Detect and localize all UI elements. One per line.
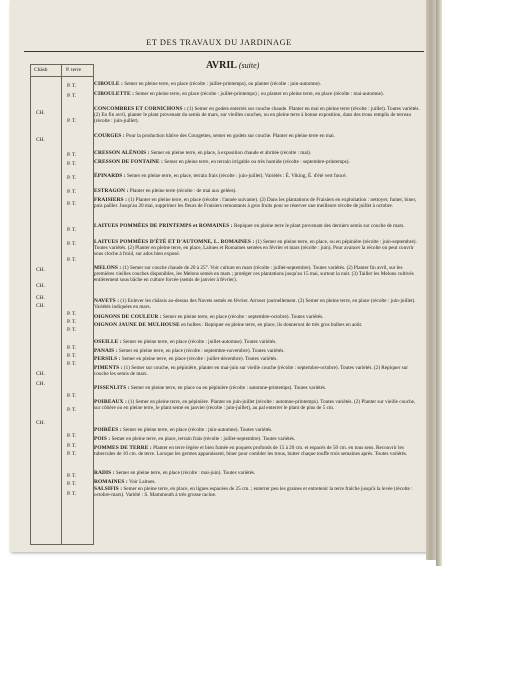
entry-name: LAITUES POMMÉES D'ÉTÉ ET D'AUTOMNE, L. ROMAINES :: [94, 239, 255, 245]
pleine-terre-mark: P. T.: [67, 473, 77, 479]
entry-text: Pour la production hâtive des Courgettes, semer en godets sur couche. Planter en pleine terre en mai.: [126, 133, 335, 139]
entry: [94, 470, 422, 476]
chassis-mark: CH.: [36, 283, 45, 289]
entry-name: CONCOMBRES ET CORNICHONS :: [94, 106, 186, 112]
column-rule-middle: [61, 64, 62, 544]
pleine-terre-mark: P. T.: [67, 118, 77, 124]
entry-name: CIBOULETTE :: [94, 91, 134, 97]
chassis-mark: CH.: [36, 295, 45, 301]
column-head-rule: [30, 76, 94, 77]
entry-name: RADIS :: [94, 470, 115, 476]
pleine-terre-mark: P. T.: [67, 83, 77, 89]
entry-text: Semer en pleine terre, en place, terrain frais (récolte : juillet-septembre). Toutes variétés.: [111, 436, 296, 442]
entry-text: (1) Enlever les châssis au-dessus des Navets semés en février. Arroser journellement. (2) Semer en pleine terre, en place (récolte : juin-juillet). Variétés indiquées en mars.: [94, 298, 416, 310]
column-header-pleine-terre: P. terre: [66, 67, 81, 73]
chassis-mark: CH.: [36, 137, 45, 143]
entry-text: Semer en pleine terre, en place, terrain frais (récolte : juin-juillet). Variétés : É. Viking, É. d'été vert foncé.: [127, 173, 347, 179]
column-bottom-rule: [30, 544, 94, 545]
pleine-terre-mark: P. T.: [67, 443, 77, 449]
entry-name: OIGNONS DE COULEUR :: [94, 314, 162, 320]
almanac-page: [10, 0, 428, 552]
page-header: ET DES TRAVAUX DU JARDINAGE: [146, 38, 292, 47]
entry-text: (1) Semer en pleine terre, en place, ou en pépinière (récolte : juin-septembre). Toutes variétés. (2) Planter en pleine terre, en place, Laitues et Romaines semées en février et mars (récolte : juin). Pour avancer la récolte on peut couvrir sous cloche à froid, sur ados bien exposé.: [94, 239, 417, 257]
chassis-mark: CH.: [36, 371, 45, 377]
entry-name: ESTRAGON :: [94, 188, 129, 194]
entry-text: Semer en pleine terre, en place, en lignes espacées de 25 cm. ; enterrer peu les graines et entretenir la terre fraîche jusqu'à la levée (récolte : octobre-mars). Variété : S. Mammouth à très grosse racine.: [94, 486, 413, 498]
entry-text: (1) Semer en godets enterrés sur couche chaude. Planter en mai en pleine terre (récolte : juillet). Toutes variétés. (2) En fin avril, planter le plant provenant du semis de mars, sur vieilles couches, ou en pleine terre à bonne exposition, dans des trous remplis de terreau (récolte : juin-juillet).: [94, 106, 420, 124]
entry-name: CIBOULE :: [94, 81, 123, 87]
pleine-terre-mark: P. T.: [67, 327, 77, 333]
entry: [94, 265, 422, 283]
entry-name: POIS :: [94, 436, 111, 442]
header-rule: [24, 51, 424, 52]
entry-name: PISSENLITS :: [94, 385, 130, 391]
chassis-mark: CH.: [36, 267, 45, 273]
chassis-mark: CH.: [36, 110, 45, 116]
page-edge-shadow-inner: [436, 0, 442, 566]
pleine-terre-mark: P. T.: [67, 227, 77, 233]
entry-text: Planter en pleine terre (récolte : de mai aux gelées).: [129, 188, 237, 194]
entry: [94, 436, 422, 442]
entry: [94, 173, 422, 179]
pleine-terre-mark: P. T.: [67, 393, 77, 399]
entry: [94, 81, 422, 87]
entry-text: Semer en pleine terre, en place (récolte : juillet-décembre). Toutes variétés.: [121, 356, 278, 362]
entry: [94, 356, 422, 362]
entry: [94, 479, 422, 485]
entry-name: LAITUES POMMÉES DE PRINTEMPS et ROMAINES :: [94, 223, 233, 229]
entry-text: Semer en pleine terre, en place (récolte : mai-juin). Toutes variétés.: [115, 470, 256, 476]
pleine-terre-mark: P. T.: [67, 241, 77, 247]
entry-name: CRESSON ALÉNOIS :: [94, 150, 150, 156]
entry-text: Planter en terre légère et bien fumée en poquets profonds de 15 à 20 cm. et espacés de 50 cm. en tous sens. Recouvrir les tubercules de 10 cm. de terre. Lorsque les germes apparaissent, biner pour combler les trous, butter chaque touffe trois semaines après. Toutes variétés.: [94, 445, 408, 457]
entry-name: FRAISIERS :: [94, 197, 128, 203]
entry-name: NAVETS :: [94, 298, 120, 304]
entry-text: Semer en pleine terre, en place (récolte : septembre-octobre). Toutes variétés.: [163, 314, 324, 320]
column-top-rule: [30, 64, 94, 65]
entry-name: CRESSON DE FONTAINE :: [94, 159, 163, 165]
entry: [94, 322, 422, 328]
pleine-terre-mark: P. T.: [67, 311, 77, 317]
entry-name: OSEILLE :: [94, 339, 122, 345]
pleine-terre-mark: P. T.: [67, 257, 77, 263]
entry-name: PIMENTS :: [94, 365, 123, 371]
pleine-terre-mark: P. T.: [67, 451, 77, 457]
entry: [94, 298, 422, 310]
entry-text: Repiquer en pleine terre le plant provenant des derniers semis sur couche de mars.: [233, 223, 405, 229]
entry-name: POIREAUX :: [94, 399, 127, 405]
entry-name: MELONS :: [94, 265, 122, 271]
entry: [94, 133, 422, 139]
entry-name: COURGES :: [94, 133, 125, 139]
entry: [94, 150, 422, 156]
chassis-mark: CH.: [36, 303, 45, 309]
entry: [94, 399, 422, 411]
pleine-terre-mark: P. T.: [67, 201, 77, 207]
entry-text: Semer en pleine terre, en place (récolte : juillet-printemps) ; ou planter en pleine terre, en place (récolte : mai-automne).: [135, 91, 384, 97]
entry-text: Semer en pleine terre, en place, à exposition chaude et abritée (récolte : mai).: [150, 150, 312, 156]
entry-text: Voir Laitues.: [129, 479, 156, 485]
pleine-terre-mark: P. T.: [67, 93, 77, 99]
entry-text: en bulbes : Repiquer en pleine terre, en place, ils donneront de très gros bulbes en août.: [181, 322, 363, 328]
entry: [94, 159, 422, 165]
entry: [94, 314, 422, 320]
column-rule-left: [30, 64, 31, 544]
entry: [94, 91, 422, 97]
entry-text: (1) Semer en pleine terre, en pépinière. Planter en juin-juillet (récolte : automne-printemps). Toutes variétés. (2) Planter sur vieille couche, sur côtière ou en pleine terre, le plant semé en janvier (récolte : juin-juillet), au pal enterrer le plant de plus de 5 cm.: [94, 399, 416, 411]
entry-name: ROMAINES :: [94, 479, 128, 485]
entry: [94, 385, 422, 391]
pleine-terre-mark: P. T.: [67, 361, 77, 367]
entry-name: ÉPINARDS :: [94, 173, 126, 179]
pleine-terre-mark: P. T.: [67, 319, 77, 325]
entry: [94, 339, 422, 345]
entry-text: Semer en pleine terre, en place (récolte : juillet-automne). Toutes variétés.: [123, 339, 277, 345]
month-title: [206, 60, 259, 71]
entry: [94, 427, 422, 433]
entry-text: (1) Semer sur couche chaude de 20 à 25°. Voir culture en mars (récolte : juillet-septembre). Toutes variétés. (2) Planter fin avril, sur les premières vieilles couches disponibles, les Melons semés en mars ; protéger ces plantations jusqu'au 15 mai, surtout la nuit. (3) Tailler les Melons cultivés entièrement sous bâche en culture forcée (semis de janvier à février).: [94, 265, 414, 283]
entry-text: Semer en pleine terre, en place (récolte : juillet-printemps), ou planter (récolte : juin-automne).: [124, 81, 321, 87]
pleine-terre-mark: P. T.: [67, 152, 77, 158]
entry: [94, 445, 422, 457]
chassis-mark: CH.: [36, 420, 45, 426]
pleine-terre-mark: P. T.: [67, 481, 77, 487]
pleine-terre-mark: P. T.: [67, 189, 77, 195]
entry-name: POMMES DE TERRE :: [94, 445, 152, 451]
pleine-terre-mark: P. T.: [67, 407, 77, 413]
entry: [94, 365, 422, 377]
entry-text: (1) Planter en pleine terre, en place (récolte : l'année suivante). (2) Dans les plantations de Fraisiers en exploitation : nettoyer, fumer, biner, puis pailler. Jusqu'au 20 mai, supprimer les fleurs de Fraisiers remontants à gros fruits pour se réserver une meilleure récolte de juillet à octobre.: [94, 197, 417, 209]
entry-name: PERSILS :: [94, 356, 121, 362]
entry-text: Semer en pleine terre, en place ou en pépinière (récolte : automne-printemps). Toutes variétés.: [130, 385, 327, 391]
entry: [94, 106, 422, 124]
entry-name: SALSIFIS :: [94, 486, 123, 492]
entry-name: OIGNON JAUNE DE MULHOUSE: [94, 322, 180, 328]
entry-text: (1) Semer sur couche, en pépinière, planter en mai-juin sur vieille couche (récolte : septembre-octobre). Toutes variétés. (2) Repiquer sur couche les semis de mars.: [94, 365, 408, 377]
entry-name: POIRÉES :: [94, 427, 122, 433]
month-name: AVRIL: [206, 60, 237, 71]
entry-text: Semer en pleine terre, en terrain irrigable ou très humide (récolte : septembre-printemps).: [164, 159, 350, 165]
entry: [94, 486, 422, 498]
month-suffix: (suite): [238, 61, 260, 70]
entry: [94, 348, 422, 354]
pleine-terre-mark: P. T.: [67, 433, 77, 439]
column-header-chassis: Châsb: [34, 67, 48, 73]
chassis-mark: CH.: [36, 381, 45, 387]
entry-text: Semer en pleine terre, en place (récolte : juin-automne). Toutes variétés.: [123, 427, 273, 433]
pleine-terre-mark: P. T.: [67, 491, 77, 497]
pleine-terre-mark: P. T.: [67, 353, 77, 359]
entry: [94, 239, 422, 257]
entry-text: Semer en pleine terre, en place (récolte : septembre-novembre). Toutes variétés.: [118, 348, 285, 354]
entry: [94, 188, 422, 194]
entry-name: PANAIS :: [94, 348, 118, 354]
entry: [94, 197, 422, 209]
entry: [94, 223, 422, 229]
pleine-terre-mark: P. T.: [67, 175, 77, 181]
pleine-terre-mark: P. T.: [67, 345, 77, 351]
pleine-terre-mark: P. T.: [67, 161, 77, 167]
